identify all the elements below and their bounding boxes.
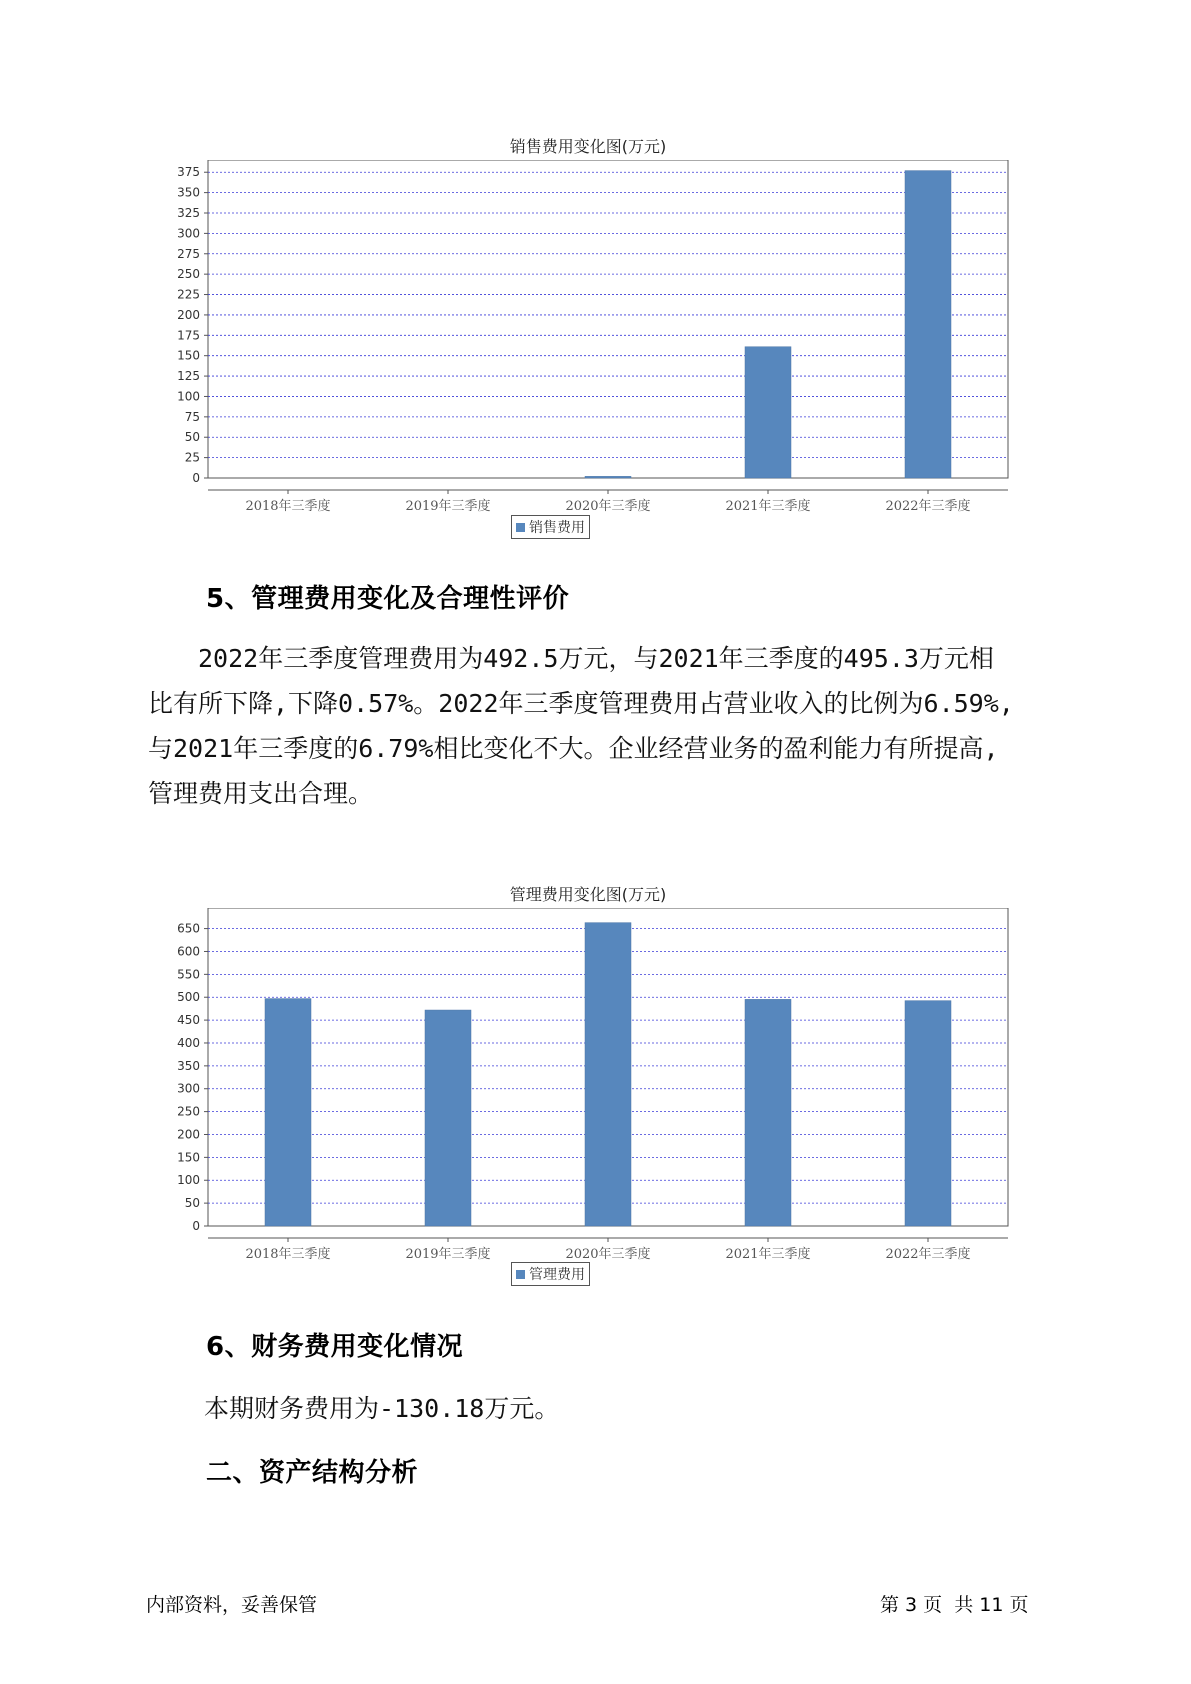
x-tick-label: 2018年三季度 (245, 499, 331, 514)
paragraph-line: 本期财务费用为-130.18万元。 (204, 1394, 560, 1423)
plot-area (208, 160, 1008, 478)
bar (585, 476, 631, 478)
footer-confidential-note: 内部资料，妥善保管 (146, 1594, 318, 1616)
admin-expense-chart (148, 882, 1028, 1302)
bar (745, 347, 791, 478)
y-tick-label: 300 (177, 1081, 200, 1096)
y-tick-label: 250 (177, 1104, 200, 1119)
bar (425, 1010, 471, 1226)
x-tick-label: 2019年三季度 (405, 499, 491, 514)
y-tick-label: 200 (177, 307, 200, 322)
bar (905, 171, 951, 478)
legend-label: 销售费用 (529, 520, 585, 536)
y-tick-label: 75 (184, 409, 200, 424)
y-tick-label: 325 (177, 206, 200, 220)
y-tick-label: 100 (177, 1173, 200, 1188)
y-tick-label: 100 (177, 389, 200, 404)
bar (265, 999, 311, 1226)
y-tick-label: 0 (192, 471, 200, 485)
chart-legend (511, 515, 590, 539)
x-tick-label: 2019年三季度 (405, 1247, 491, 1262)
chart-title: 销售费用变化图(万元) (509, 137, 667, 156)
legend-swatch (516, 523, 525, 532)
paragraph-line: 与2021年三季度的6.79%相比变化不大。企业经营业务的盈利能力有所提高, (148, 734, 999, 763)
footer-page-number: 第 3 页 共 11 页 (880, 1594, 1029, 1616)
bar (585, 923, 631, 1226)
bar (905, 1001, 951, 1226)
x-tick-label: 2020年三季度 (565, 1247, 651, 1262)
chart-title: 管理费用变化图(万元) (509, 885, 667, 904)
chart-legend (511, 1262, 590, 1286)
y-tick-label: 375 (177, 165, 200, 180)
y-tick-label: 150 (177, 348, 200, 363)
y-tick-label: 450 (177, 1013, 200, 1028)
x-tick-label: 2022年三季度 (885, 499, 971, 514)
y-tick-label: 650 (177, 921, 200, 936)
sales-expense-chart (148, 130, 1028, 550)
y-tick-label: 250 (177, 267, 200, 282)
paragraph-line: 管理费用支出合理。 (148, 779, 374, 808)
x-tick-label: 2021年三季度 (725, 1247, 811, 1262)
y-tick-label: 600 (177, 944, 200, 959)
section-6-paragraph (204, 1386, 1104, 1431)
x-tick-label: 2018年三季度 (245, 1247, 331, 1262)
y-tick-label: 25 (184, 450, 200, 465)
chart-plot (148, 908, 1028, 1288)
section-heading-6: 6、财务费用变化情况 (206, 1332, 464, 1362)
x-tick-label: 2021年三季度 (725, 499, 811, 514)
y-tick-label: 350 (177, 185, 200, 200)
y-tick-label: 400 (177, 1035, 200, 1050)
paragraph-line: 2022年三季度管理费用为492.5万元，与2021年三季度的495.3万元相 (198, 644, 994, 673)
paragraph-line: 比有所下降,下降0.57%。2022年三季度管理费用占营业收入的比例为6.59%, (148, 689, 1014, 718)
section-heading-5: 5、管理费用变化及合理性评价 (206, 584, 570, 614)
section-5-paragraph (148, 636, 1048, 816)
y-tick-label: 300 (177, 226, 200, 241)
y-tick-label: 50 (184, 430, 200, 445)
y-tick-label: 175 (177, 328, 200, 343)
y-tick-label: 500 (177, 990, 200, 1005)
legend-label: 管理费用 (529, 1267, 585, 1283)
chart-plot (148, 160, 1028, 540)
section-heading-asset-structure: 二、资产结构分析 (206, 1458, 419, 1488)
y-tick-label: 50 (184, 1196, 200, 1211)
x-tick-label: 2020年三季度 (565, 499, 651, 514)
y-tick-label: 150 (177, 1150, 200, 1165)
y-tick-label: 0 (192, 1219, 200, 1233)
y-tick-label: 200 (177, 1127, 200, 1142)
x-tick-label: 2022年三季度 (885, 1247, 971, 1262)
y-tick-label: 275 (177, 246, 200, 261)
bar (745, 999, 791, 1226)
y-tick-label: 125 (177, 369, 200, 384)
legend-swatch (516, 1270, 525, 1279)
y-tick-label: 550 (177, 967, 200, 982)
y-tick-label: 350 (177, 1058, 200, 1073)
y-tick-label: 225 (177, 287, 200, 302)
